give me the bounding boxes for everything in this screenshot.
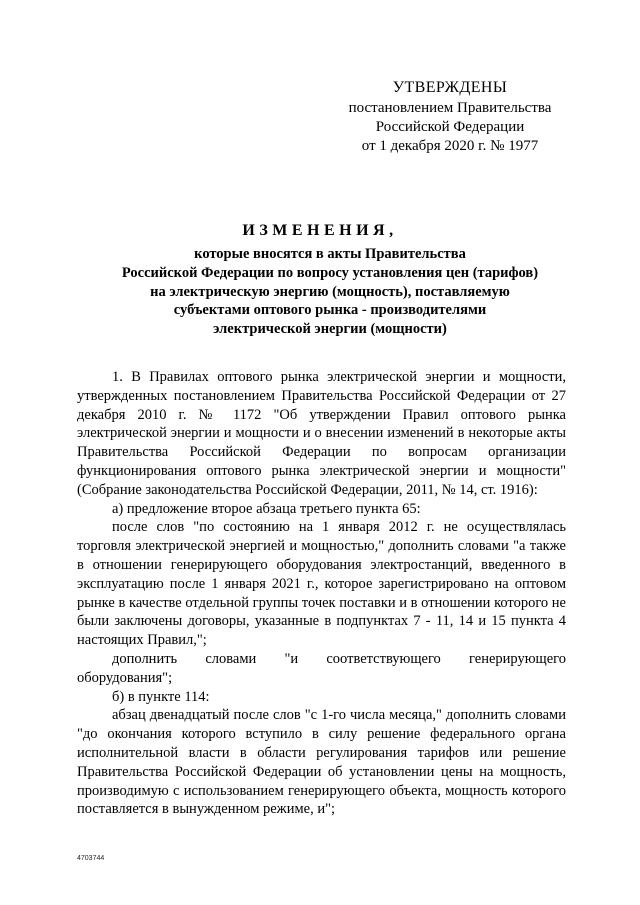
paragraph-4: дополнить словами "и соответствующего генерирующего оборудования"; <box>77 650 566 686</box>
approval-line-3: от 1 декабря 2020 г. № 1977 <box>361 138 539 154</box>
approval-line-2: Российской Федерации <box>375 119 525 135</box>
paragraph-1: 1. В Правилах оптового рынка электрической энергии и мощности, утвержденных постановлением Правительства Российской Федерации от 27 декабря 2010 г. № 1172 "Об утверждении Правил оптового рынка электрической энергии и мощности и о внесении изменений в некоторые акты Правительства Российской Федерации по вопросам организации функционирования оптового рынка электрической энергии и мощности" (Собрание законодательства Российской Федерации, 2011, № 14, ст. 1916): <box>77 369 566 498</box>
paragraph-3: после слов "по состоянию на 1 января 2012 г. не осуществлялась торговля электрической энергией и мощностью," дополнить словами "а также в отношении генерирующего оборудования электростанций, введенного в эксплуатацию после 1 января 2021 г., которое зарегистрировано на оптовом рынке в качестве отдельной группы точек поставки и в отношении которого не были заключены договоры, указанные в подпунктах 7 - 11, 14 и 15 пункта 4 настоящих Правил,"; <box>77 519 566 649</box>
document-subtitle <box>60 245 600 339</box>
subtitle-line-2: Российской Федерации по вопросу установления цен (тарифов) <box>121 264 539 281</box>
subtitle-line-3: на электрическую энергию (мощность), поставляемую <box>150 283 510 300</box>
document-body <box>77 368 566 819</box>
document-code: 4703744 <box>77 855 105 862</box>
approval-line-1: постановлением Правительства <box>348 100 552 116</box>
subtitle-line-4: субъектами оптового рынка - производителями <box>173 302 487 319</box>
paragraph-5: б) в пункте 114: <box>112 688 210 705</box>
paragraph-6: абзац двенадцатый после слов "с 1-го числа месяца," дополнить словами "до окончания которого вступило в силу решение федерального органа исполнительной власти в области регулирования тарифов или решение Правительства Российской Федерации об установлении цены на мощность, производимую с использованием генерирующего объекта, мощность которого поставляется в вынужденном режиме, и"; <box>77 707 566 818</box>
subtitle-line-1: которые вносятся в акты Правительства <box>194 246 466 262</box>
document-title: ИЗМЕНЕНИЯ, <box>242 222 398 239</box>
paragraph-2: а) предложение второе абзаца третьего пункта 65: <box>112 500 421 517</box>
subtitle-line-5: электрической энергии (мощности) <box>213 321 447 338</box>
approval-block <box>330 78 570 156</box>
approval-heading: УТВЕРЖДЕНЫ <box>392 79 508 96</box>
